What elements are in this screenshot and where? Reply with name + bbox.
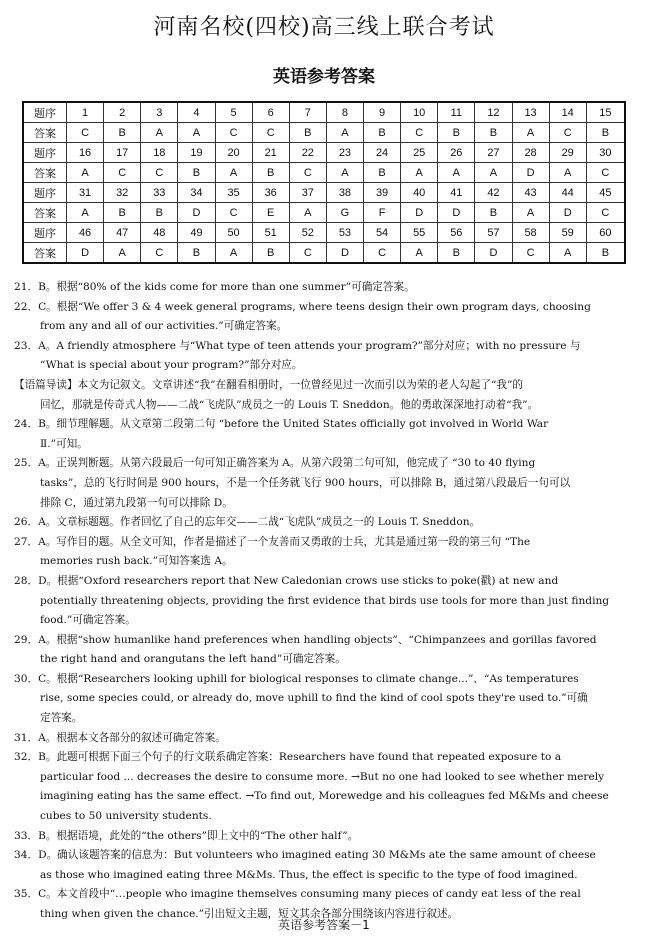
table-cell: A <box>401 163 438 183</box>
table-cell: 45 <box>586 183 625 203</box>
table-cell: 38 <box>326 183 363 203</box>
table-cell: B <box>438 123 475 143</box>
explanation-line: memories rush back.”可知答案选 A。 <box>40 555 233 568</box>
table-cell: B <box>289 123 326 143</box>
table-cell: C <box>252 123 289 143</box>
explanation-line: 定答案。 <box>40 712 83 725</box>
explanation-line: 23．A。A friendly atmosphere 与“What type of teen attends your program?”部分对应；with no pressure 与 <box>14 339 581 352</box>
row-label: 题序 <box>23 183 67 203</box>
table-cell: C <box>141 163 178 183</box>
table-cell: 56 <box>438 223 475 243</box>
row-label: 题序 <box>23 143 67 163</box>
table-cell: 10 <box>401 102 438 123</box>
table-cell: D <box>67 243 104 264</box>
table-cell: 42 <box>475 183 512 203</box>
table-cell: B <box>364 123 401 143</box>
row-label: 答案 <box>23 243 67 264</box>
table-cell: 20 <box>215 143 252 163</box>
row-label: 题序 <box>23 102 67 123</box>
explanation-line: Ⅱ.”可知。 <box>40 437 88 450</box>
table-cell: D <box>326 243 363 264</box>
table-cell: 22 <box>289 143 326 163</box>
table-cell: B <box>586 123 625 143</box>
table-row <box>23 123 625 143</box>
explanation-line: 30．C。根据“Researchers looking uphill for biological responses to climate change...”、“As temperatures <box>14 672 579 685</box>
row-label: 答案 <box>23 163 67 183</box>
table-cell: 43 <box>512 183 549 203</box>
table-cell: B <box>178 163 215 183</box>
table-cell: 12 <box>475 102 512 123</box>
table-cell: A <box>512 123 549 143</box>
table-cell: 44 <box>549 183 586 203</box>
table-cell: 19 <box>178 143 215 163</box>
table-cell: 24 <box>364 143 401 163</box>
table-cell: C <box>289 163 326 183</box>
table-cell: D <box>438 203 475 223</box>
table-cell: 49 <box>178 223 215 243</box>
table-cell: D <box>512 163 549 183</box>
table-cell: B <box>364 163 401 183</box>
explanation-line: 29．A。根据“show humanlike hand preferences when handling objects”、“Chimpanzees and gorillas favored <box>14 633 597 646</box>
table-cell: E <box>252 203 289 223</box>
table-cell: 25 <box>401 143 438 163</box>
explanation-line: 【语篇导读】本文为记叙文。文章讲述“我”在翻看相册时，一位曾经见过一次而引以为荣的老人勾起了“我”的 <box>14 378 523 391</box>
table-cell: 14 <box>549 102 586 123</box>
row-label: 题序 <box>23 223 67 243</box>
table-cell: 54 <box>364 223 401 243</box>
table-cell: 18 <box>141 143 178 163</box>
table-cell: 3 <box>141 102 178 123</box>
table-cell: A <box>289 203 326 223</box>
explanation-line: 26．A。文章标题题。作者回忆了自己的忘年交——二战“飞虎队”成员之一的 Louis T. Sneddon。 <box>14 516 481 529</box>
table-cell: 40 <box>401 183 438 203</box>
table-row <box>23 243 625 264</box>
explanation-line: the right hand and orangutans the left hand”可确定答案。 <box>40 653 346 666</box>
explanation-line: 排除 C，通过第九段第一句可以排除 D。 <box>40 496 233 509</box>
explanation-line: rise, some species could, or already do, move uphill to find the kind of cool spots they're used to.”可确 <box>40 692 588 705</box>
table-cell: C <box>512 243 549 264</box>
table-cell: 28 <box>512 143 549 163</box>
table-cell: 34 <box>178 183 215 203</box>
table-cell: 5 <box>215 102 252 123</box>
page-footer: 英语参考答案－1 <box>278 918 370 932</box>
explanation-line: from any and all of our activities.”可确定答案。 <box>40 320 288 333</box>
table-cell: 6 <box>252 102 289 123</box>
table-cell: B <box>475 123 512 143</box>
table-cell: 2 <box>104 102 141 123</box>
table-cell: 59 <box>549 223 586 243</box>
table-cell: 47 <box>104 223 141 243</box>
table-cell: D <box>475 243 512 264</box>
table-cell: C <box>215 123 252 143</box>
explanation-line: “What is special about your program?”部分对应。 <box>40 359 303 372</box>
table-cell: C <box>289 243 326 264</box>
row-label: 答案 <box>23 123 67 143</box>
table-cell: C <box>364 243 401 264</box>
answer-explanations <box>14 278 636 925</box>
table-cell: 39 <box>364 183 401 203</box>
table-cell: C <box>67 123 104 143</box>
table-cell: 35 <box>215 183 252 203</box>
page-title: 河南名校(四校)高三线上联合考试 <box>153 15 495 40</box>
table-cell: B <box>104 123 141 143</box>
table-cell: 57 <box>475 223 512 243</box>
table-cell: A <box>512 203 549 223</box>
table-cell: 27 <box>475 143 512 163</box>
explanation-line: 27．A。写作目的题。从全文可知，作者是描述了一个友善而又勇敢的士兵，尤其是通过第一段的第三句 “The <box>14 535 531 548</box>
table-cell: A <box>67 203 104 223</box>
table-cell: F <box>364 203 401 223</box>
table-cell: B <box>586 243 625 264</box>
explanation-line: 33．B。根据语境，此处的“the others”即上文中的“The other half”。 <box>14 829 359 842</box>
table-cell: 8 <box>326 102 363 123</box>
table-cell: C <box>401 123 438 143</box>
table-cell: B <box>178 243 215 264</box>
table-cell: D <box>549 203 586 223</box>
table-cell: A <box>178 123 215 143</box>
table-cell: B <box>252 163 289 183</box>
table-cell: D <box>401 203 438 223</box>
table-cell: 1 <box>67 102 104 123</box>
explanation-line: as those who imagined eating three M&Ms. Thus, the effect is specific to the type of food imagined. <box>40 868 578 881</box>
table-cell: 21 <box>252 143 289 163</box>
explanation-line: particular food ... decreases the desire to consume more. →But no one had looked to see whether merely <box>40 770 605 783</box>
table-cell: 17 <box>104 143 141 163</box>
table-cell: 60 <box>586 223 625 243</box>
table-cell: A <box>326 123 363 143</box>
table-cell: C <box>549 123 586 143</box>
table-cell: 4 <box>178 102 215 123</box>
table-cell: C <box>586 163 625 183</box>
table-row <box>23 223 625 243</box>
table-cell: C <box>104 163 141 183</box>
explanation-line: 21．B。根据“80% of the kids come for more than one summer”可确定答案。 <box>14 281 415 293</box>
table-cell: 7 <box>289 102 326 123</box>
table-cell: 15 <box>586 102 625 123</box>
answer-table <box>22 101 626 264</box>
explanation-line: 34．D。确认该题答案的信息为：But volunteers who imagined eating 30 M&Ms ate the same amount of cheese <box>14 849 596 862</box>
table-row <box>23 183 625 203</box>
table-row <box>23 203 625 223</box>
explanation-line: cubes to 50 university students. <box>40 810 212 823</box>
table-cell: C <box>586 203 625 223</box>
table-cell: A <box>438 163 475 183</box>
table-cell: A <box>549 163 586 183</box>
explanation-line: imagining eating has the same effect. →To find out, Morewedge and his colleagues fed M&Ms and cheese <box>40 790 609 803</box>
table-cell: A <box>401 243 438 264</box>
table-cell: B <box>141 203 178 223</box>
table-cell: B <box>475 203 512 223</box>
table-cell: 33 <box>141 183 178 203</box>
table-cell: A <box>215 243 252 264</box>
explanation-line: 35．C。本文首段中“…people who imagine themselves consuming many pieces of candy eat less of the real <box>14 888 581 901</box>
table-cell: A <box>141 123 178 143</box>
table-cell: B <box>104 203 141 223</box>
explanation-line: 24．B。细节理解题。从文章第二段第二句 “before the United States officially got involved in World War <box>14 418 549 431</box>
table-cell: 37 <box>289 183 326 203</box>
table-cell: A <box>67 163 104 183</box>
table-cell: 31 <box>67 183 104 203</box>
explanation-line: 回忆，那就是传奇式人物——二战“飞虎队”成员之一的 Louis T. Sneddon。他的勇敢深深地打动着“我”。 <box>40 398 539 411</box>
table-cell: A <box>326 163 363 183</box>
page-subtitle: 英语参考答案 <box>273 67 375 87</box>
table-row <box>23 102 625 123</box>
table-cell: 36 <box>252 183 289 203</box>
table-cell: A <box>215 163 252 183</box>
table-cell: 16 <box>67 143 104 163</box>
explanation-line: 22．C。根据“We offer 3 & 4 week general programs, where teens design their own program days, choosing <box>14 300 591 313</box>
table-cell: 11 <box>438 102 475 123</box>
explanation-line: 25．A。正误判断题。从第六段最后一句可知正确答案为 A。从第六段第二句可知，他完成了 “30 to 40 flying <box>14 457 536 470</box>
explanation-line: thing when given the chance.”引出短文主题，短文其余各部分围绕该内容进行叙述。 <box>40 908 459 920</box>
table-cell: 58 <box>512 223 549 243</box>
explanation-line: 31．A。根据本文各部分的叙述可确定答案。 <box>14 731 226 744</box>
table-cell: 51 <box>252 223 289 243</box>
table-cell: 50 <box>215 223 252 243</box>
row-label: 答案 <box>23 203 67 223</box>
table-cell: C <box>141 243 178 264</box>
table-cell: 52 <box>289 223 326 243</box>
table-cell: 48 <box>141 223 178 243</box>
table-cell: 30 <box>586 143 625 163</box>
explanation-line: 32．B。此题可根据下面三个句子的行文联系确定答案：Researchers have found that repeated exposure to a <box>14 751 562 764</box>
table-row <box>23 163 625 183</box>
explanation-line: food.”可确定答案。 <box>40 614 136 627</box>
table-cell: 26 <box>438 143 475 163</box>
table-cell: 23 <box>326 143 363 163</box>
table-cell: 32 <box>104 183 141 203</box>
table-row <box>23 143 625 163</box>
table-cell: A <box>475 163 512 183</box>
table-cell: 29 <box>549 143 586 163</box>
table-cell: D <box>178 203 215 223</box>
table-cell: A <box>549 243 586 264</box>
explanation-line: potentially threatening objects, providing the first evidence that birds use tools for more than just finding <box>40 594 610 607</box>
table-cell: 13 <box>512 102 549 123</box>
table-cell: B <box>252 243 289 264</box>
explanation-line: tasks”，总的飞行时间是 900 hours，不是一个任务就飞行 900 hours，可以排除 B，通过第八段最后一句可以 <box>40 476 571 489</box>
table-cell: B <box>438 243 475 264</box>
table-cell: 9 <box>364 102 401 123</box>
table-cell: 53 <box>326 223 363 243</box>
table-cell: 46 <box>67 223 104 243</box>
table-cell: C <box>215 203 252 223</box>
table-cell: G <box>326 203 363 223</box>
table-cell: 55 <box>401 223 438 243</box>
explanation-line: 28．D。根据“Oxford researchers report that New Caledonian crows use sticks to poke(戳) at new and <box>14 574 559 587</box>
table-cell: 41 <box>438 183 475 203</box>
table-cell: A <box>104 243 141 264</box>
